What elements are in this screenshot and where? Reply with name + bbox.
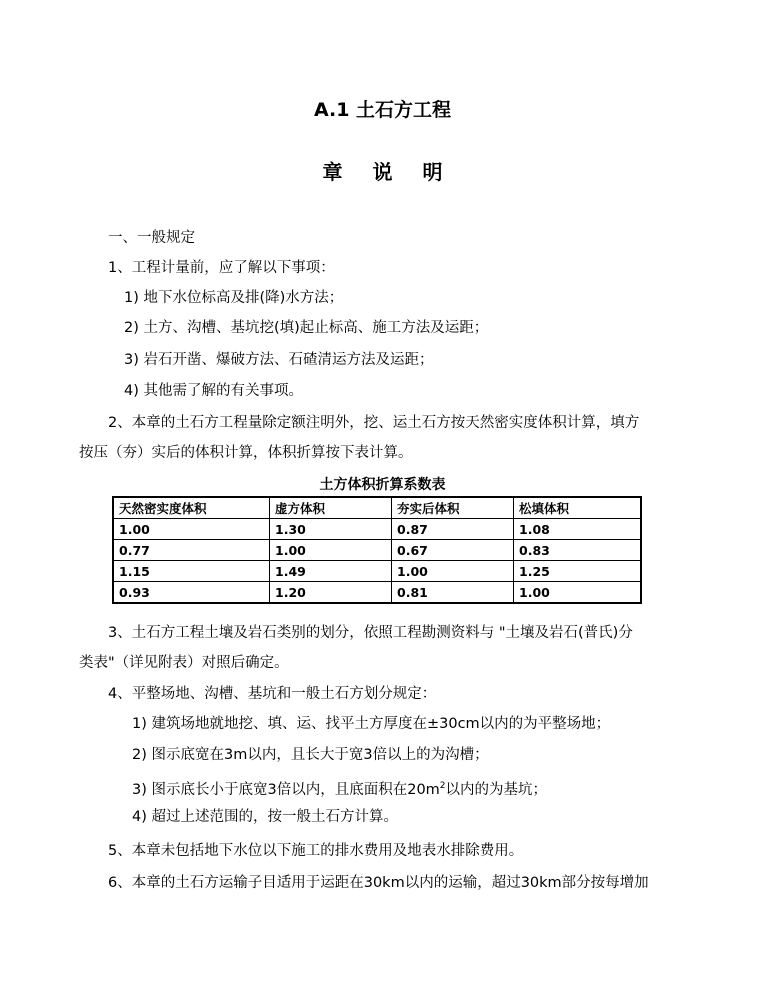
table-row: [113, 540, 641, 561]
list-item: 4) 超过上述范围的，按一般土石方计算。: [132, 809, 398, 825]
table-row: [113, 561, 641, 582]
paragraph-item-6: 6、本章的土石方运输子目适用于运距在30km以内的运输，超过30km部分按每增加: [108, 875, 649, 891]
paragraph-item-2-line2: 按压（夯）实后的体积计算，体积折算按下表计算。: [79, 445, 413, 461]
table-row: [113, 582, 641, 604]
table-cell: 0.83: [514, 540, 642, 561]
table-cell: 0.87: [392, 519, 514, 540]
list-item: 2) 土方、沟槽、基坑挖(填)起止标高、施工方法及运距；: [124, 320, 489, 336]
table-header-cell: 天然密实度体积: [113, 497, 270, 519]
list-item-text: 以内的为基坑；: [445, 781, 548, 798]
table-cell: 1.25: [514, 561, 642, 582]
table-cell: 1.15: [113, 561, 270, 582]
table-cell: 1.49: [270, 561, 392, 582]
paragraph-item-3-line2: 类表"（详见附表）对照后确定。: [79, 655, 289, 671]
paragraph-item-5: 5、本章未包括地下水位以下施工的排水费用及地表水排除费用。: [108, 843, 524, 859]
table-cell: 1.00: [270, 540, 392, 561]
table-cell: 1.08: [514, 519, 642, 540]
table-cell: 0.93: [113, 582, 270, 604]
superscript: 2: [439, 781, 446, 791]
list-item: 4) 其他需了解的有关事项。: [124, 383, 303, 399]
list-item: 1) 地下水位标高及排(降)水方法；: [124, 290, 344, 306]
list-item: 2) 图示底宽在3m以内，且长大于宽3倍以上的为沟槽；: [132, 747, 489, 763]
list-item-text: 3) 图示底长小于底宽3倍以内，且底面积在20m: [132, 781, 440, 798]
paragraph-item-2-line1: 2、本章的土石方工程量除定额注明外，挖、运土石方按天然密实度体积计算，填方: [108, 415, 640, 431]
chapter-subtitle: 章说明: [322, 160, 473, 184]
table-cell: 0.67: [392, 540, 514, 561]
paragraph-item-4: 4、平整场地、沟槽、基坑和一般土石方划分规定：: [108, 686, 437, 702]
paragraph-item-1: 1、工程计量前，应了解以下事项：: [108, 260, 335, 276]
table-row: [113, 519, 641, 540]
table-header-row: [113, 497, 641, 519]
table-header-cell: 夯实后体积: [392, 497, 514, 519]
page-title: A.1 土石方工程: [313, 99, 452, 121]
table-cell: 0.81: [392, 582, 514, 604]
table-cell: 1.00: [514, 582, 642, 604]
table-cell: 1.20: [270, 582, 392, 604]
table-cell: 1.30: [270, 519, 392, 540]
list-item: 1) 建筑场地就地挖、填、运、找平土方厚度在±30cm以内的为平整场地；: [132, 716, 611, 732]
list-item: [132, 776, 547, 800]
section-heading: 一、一般规定: [108, 230, 195, 246]
paragraph-item-3-line1: 3、土石方工程土壤及岩石类别的划分，依照工程勘测资料与 "土壤及岩石(普氏)分: [108, 625, 633, 641]
table-cell: 1.00: [113, 519, 270, 540]
list-item: 3) 岩石开凿、爆破方法、石碴清运方法及运距；: [124, 352, 434, 368]
table-cell: 0.77: [113, 540, 270, 561]
table-header-cell: 虚方体积: [270, 497, 392, 519]
table-header-cell: 松填体积: [514, 497, 642, 519]
table-title: 土方体积折算系数表: [319, 477, 446, 493]
conversion-table: [112, 496, 642, 604]
table-cell: 1.00: [392, 561, 514, 582]
